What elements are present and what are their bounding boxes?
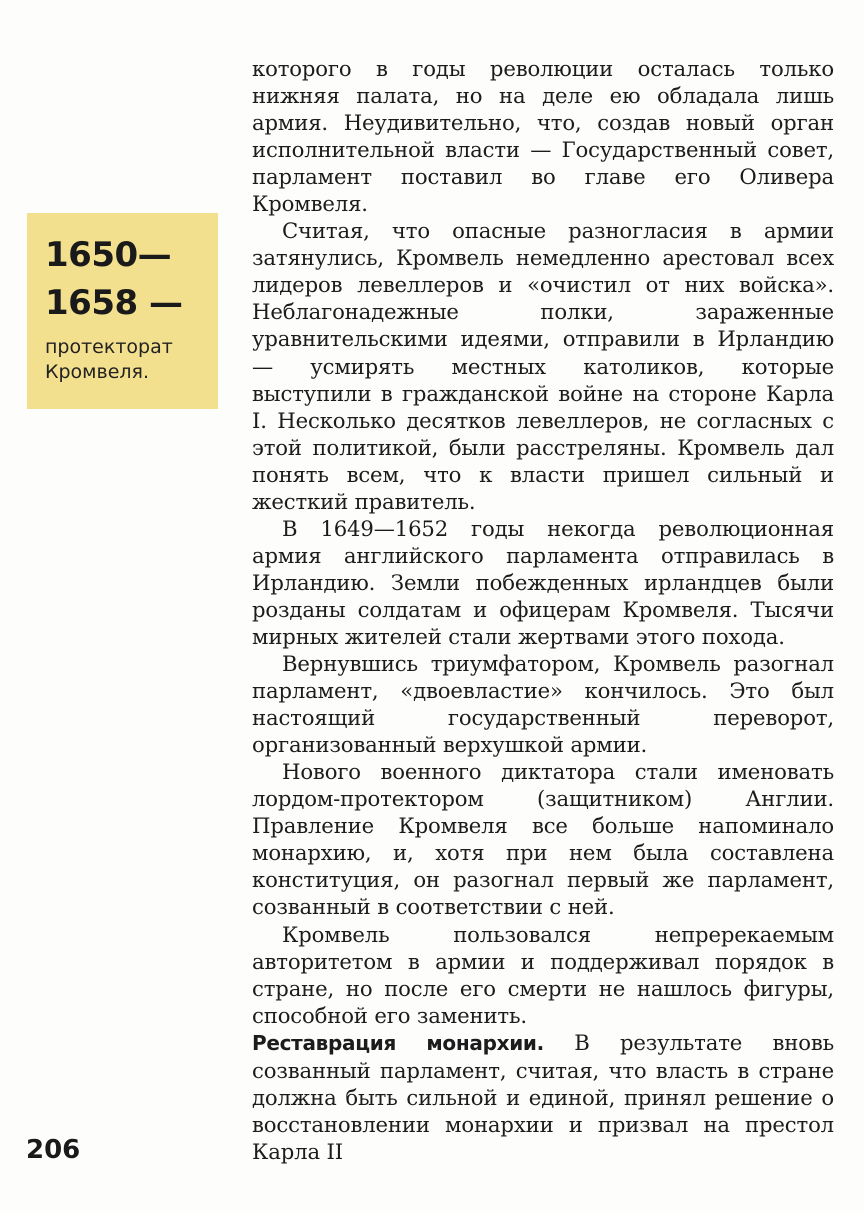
paragraph-ireland: В 1649—1652 годы некогда революционная армия английского парламента отправилась в Ирландию. Земли побежденных ирландцев были розданы солдатам и офицерам Кромвеля. Тысячи мирных жителей стали жертвами этого похода. bbox=[252, 515, 834, 649]
page-number: 206 bbox=[26, 1135, 81, 1165]
paragraph-continuation: которого в годы революции осталась только нижняя палата, но на деле ею обладала лишь армия. Неудивительно, что, создав новый орган исполнительной власти — Государственный совет, парламент поставил во главе его Оливера Кромвеля. bbox=[252, 56, 834, 217]
margin-note-year-start: 1650— bbox=[45, 235, 172, 275]
section-heading-restoration: Реставрация монархии. bbox=[252, 1030, 544, 1055]
paragraph-restoration bbox=[252, 1029, 834, 1165]
main-text-column bbox=[252, 55, 834, 1165]
margin-note-protectorate bbox=[27, 213, 218, 409]
paragraph-coup: Вернувшись триумфатором, Кромвель разогнал парламент, «двоевластие» кончилось. Это был настоящий государственный переворот, организованный верхушкой армии. bbox=[252, 651, 834, 758]
section-text-restoration: В результате вновь созванный парламент, считая, что власть в стране должна быть сильной и единой, принял решение о восстановлении монархии и призвал на престол Карла II bbox=[252, 1029, 834, 1164]
margin-note-year-end: 1658 — bbox=[45, 283, 183, 323]
paragraph-authority: Кромвель пользовался непререкаемым авторитетом в армии и поддерживал порядок в стране, но после его смерти не нашлось фигуры, способной его заменить. bbox=[252, 921, 834, 1028]
paragraph-levellers: Считая, что опасные разногласия в армии затянулись, Кромвель немедленно арестовал всех лидеров левеллеров и «очистил от них войска». Неблагонадежные полки, зараженные уравнительскими идеями, отправили в Ирландию — усмирять местных католиков, которые выступили в гражданской войне на стороне Карла I. Несколько десятков левеллеров, не согласных с этой политикой, были расстреляны. Кромвель дал понять всем, что к власти пришел сильный и жесткий правитель. bbox=[252, 218, 834, 514]
paragraph-lord-protector: Нового военного диктатора стали именовать лордом-протектором (защитником) Англии. Правление Кромвеля все больше напоминало монархию, и, хотя при нем была составлена конституция, он разогнал первый же парламент, созванный в соответствии с ней. bbox=[252, 759, 834, 920]
margin-note-description: протекторат Кромвеля. bbox=[45, 336, 173, 383]
